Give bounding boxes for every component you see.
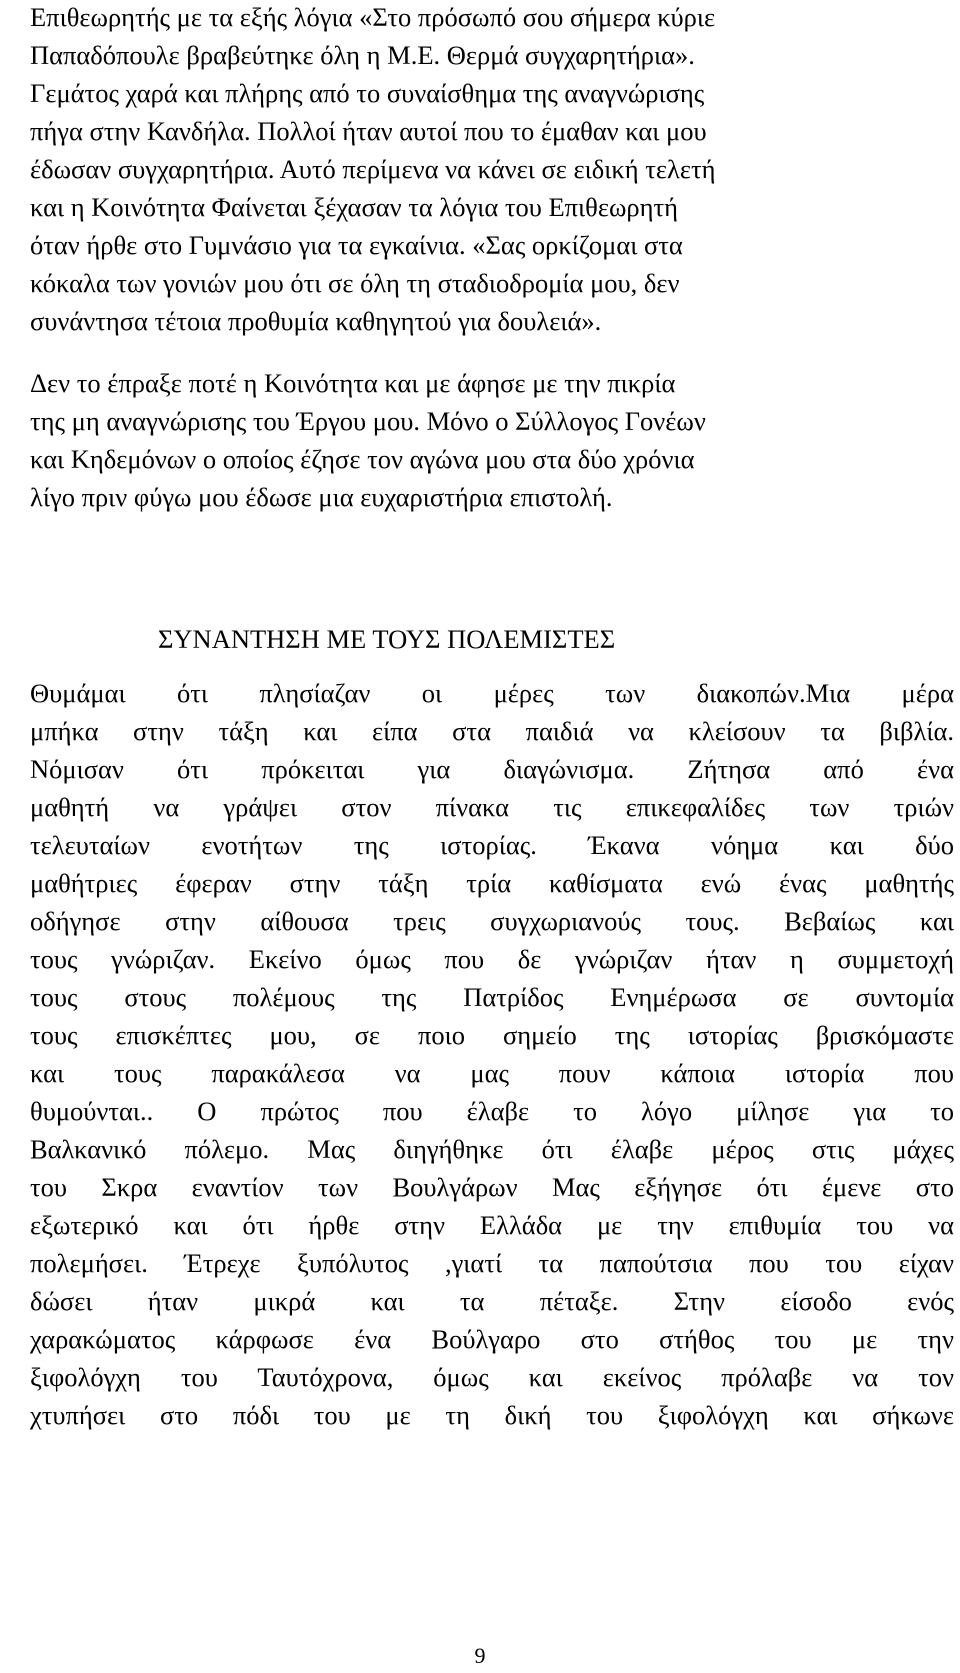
text-line: κόκαλα των γονιών μου ότι σε όλη τη σταδιοδρομία μου, δεν (30, 268, 680, 298)
text-line: τους επισκέπτες μου, σε ποιο σημείο της ιστορίας βρισκόμαστε (30, 1020, 954, 1050)
text-line: όταν ήρθε στο Γυμνάσιο για τα εγκαίνια. «Σας ορκίζομαι στα (30, 230, 683, 260)
text-line: και τους παρακάλεσα να μας πουν κάποια ιστορία που (30, 1058, 954, 1088)
text-line: Επιθεωρητής με τα εξής λόγια «Στο πρόσωπό σου σήμερα κύριε (30, 2, 716, 32)
text-line: συνάντησα τέτοια προθυμία καθηγητού για δουλειά». (30, 306, 602, 336)
text-line: τους γνώριζαν. Εκείνο όμως που δε γνώριζαν ήταν η συμμετοχή (30, 944, 954, 974)
text-line: οδήγησε στην αίθουσα τρεις συγχωριανούς τους. Βεβαίως και (30, 906, 954, 936)
text-line: του Σκρα εναντίον των Βουλγάρων Μας εξήγησε ότι έμενε στο (30, 1172, 954, 1202)
text-line: ξιφολόγχη του Ταυτόχρονα, όμως και εκείνος πρόλαβε να τον (30, 1362, 954, 1392)
text-line: μαθητή να γράψει στον πίνακα τις επικεφαλίδες των τριών (30, 792, 954, 822)
section-heading-text: ΣΥΝΑΝΤΗΣΗ ΜΕ ΤΟΥΣ ΠΟΛΕΜΙΣΤΕΣ (158, 624, 616, 654)
text-line: Δεν το έπραξε ποτέ η Κοινότητα και με άφησε με την πικρία (30, 368, 676, 398)
page-number: 9 (474, 1643, 486, 1668)
text-line: μαθήτριες έφεραν στην τάξη τρία καθίσματα ενώ ένας μαθητής (30, 868, 954, 898)
text-line: τελευταίων ενοτήτων της ιστορίας. Έκανα νόημα και δύο (30, 830, 954, 860)
text-line: μπήκα στην τάξη και είπα στα παιδιά να κλείσουν τα βιβλία. (30, 716, 954, 746)
text-line: και η Κοινότητα Φαίνεται ξέχασαν τα λόγια του Επιθεωρητή (30, 192, 679, 222)
text-line: Γεμάτος χαρά και πλήρης από το συναίσθημα της αναγνώρισης (30, 78, 705, 108)
text-line: και Κηδεμόνων ο οποίος έζησε τον αγώνα μου στα δύο χρόνια (30, 444, 695, 474)
text-line: έδωσαν συγχαρητήρια. Αυτό περίμενα να κάνει σε ειδική τελετή (30, 154, 716, 184)
text-line: Παπαδόπουλε βραβεύτηκε όλη η Μ.Ε. Θερμά συγχαρητήρια». (30, 40, 695, 70)
text-line: θυμούνται.. Ο πρώτος που έλαβε το λόγο μίλησε για το (30, 1096, 954, 1126)
text-line: Βαλκανικό πόλεμο. Μας διηγήθηκε ότι έλαβε μέρος στις μάχες (30, 1134, 954, 1164)
text-line: πολεμήσει. Έτρεχε ξυπόλυτος ,γιατί τα παπούτσια που του είχαν (30, 1248, 954, 1278)
text-line: χτυπήσει στο πόδι του με τη δική του ξιφολόγχη και σήκωνε (30, 1400, 954, 1430)
text-line: Θυμάμαι ότι πλησίαζαν οι μέρες των διακοπών.Μια μέρα (30, 678, 954, 708)
text-line: εξωτερικό και ότι ήρθε στην Ελλάδα με την επιθυμία του να (30, 1210, 954, 1240)
text-line: τους στους πολέμους της Πατρίδος Ενημέρωσα σε συντομία (30, 982, 954, 1012)
text-line: Νόμισαν ότι πρόκειται για διαγώνισμα. Ζήτησα από ένα (30, 754, 954, 784)
text-line: λίγο πριν φύγω μου έδωσε μια ευχαριστήρια επιστολή. (30, 482, 613, 512)
text-line: χαρακώματος κάρφωσε ένα Βούλγαρο στο στήθος του με την (30, 1324, 954, 1354)
text-line: της μη αναγνώρισης του Έργου μου. Μόνο ο Σύλλογος Γονέων (30, 406, 706, 436)
text-line: πήγα στην Κανδήλα. Πολλοί ήταν αυτοί που το έμαθαν και μου (30, 116, 707, 146)
text-line: δώσει ήταν μικρά και τα πέταξε. Στην είσοδο ενός (30, 1286, 954, 1316)
